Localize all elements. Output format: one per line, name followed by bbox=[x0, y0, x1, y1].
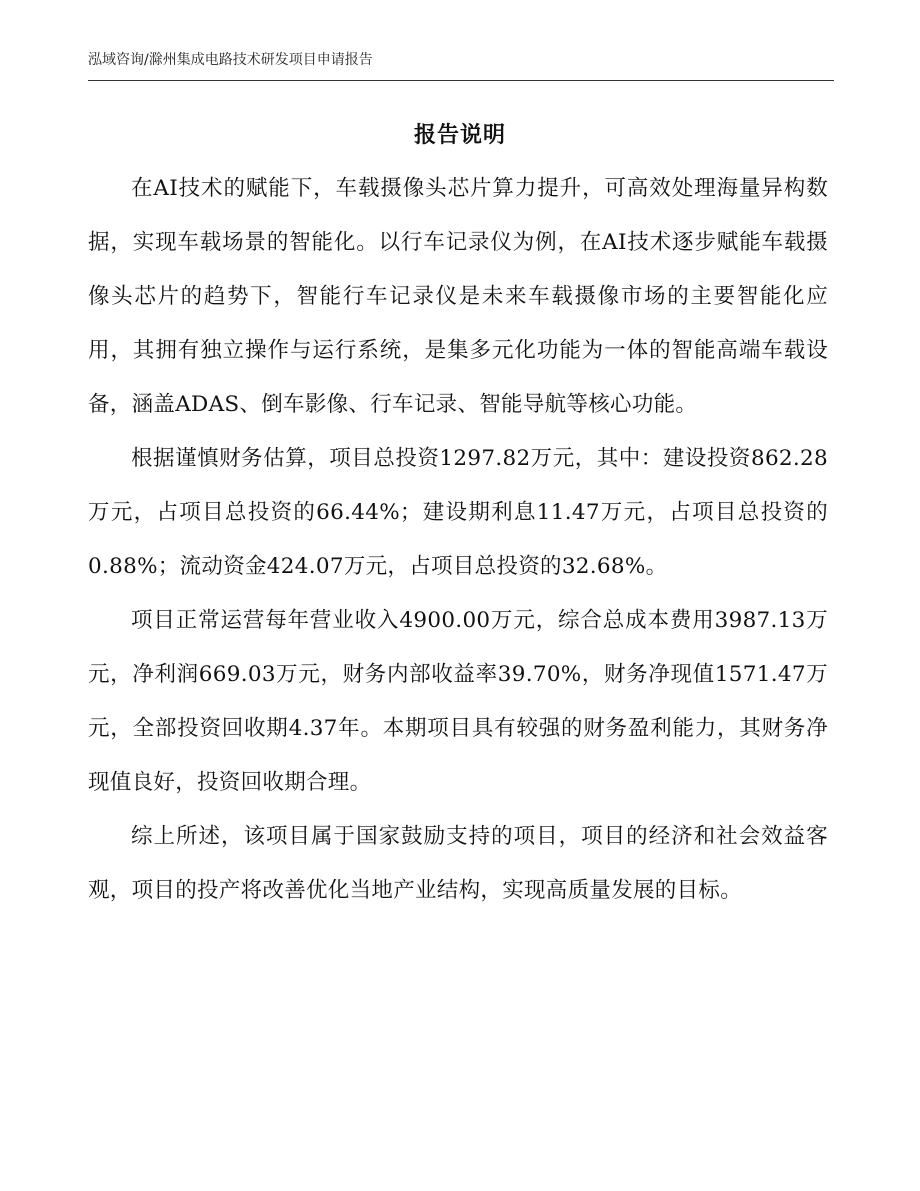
page-header: 泓域咨询/滁州集成电路技术研发项目申请报告 bbox=[88, 52, 373, 68]
document-body bbox=[88, 162, 828, 918]
paragraph-investment: 根据谨慎财务估算，项目总投资1297.82万元，其中：建设投资862.28万元，占项目总投资的66.44%；建设期利息11.47万元，占项目总投资的0.88%；流动资金424.07万元，占项目总投资的32.68%。 bbox=[88, 446, 828, 579]
paragraph-conclusion: 综上所述，该项目属于国家鼓励支持的项目，项目的经济和社会效益客观，项目的投产将改善优化当地产业结构，实现高质量发展的目标。 bbox=[88, 824, 828, 903]
paragraph-financials: 项目正常运营每年营业收入4900.00万元，综合总成本费用3987.13万元，净利润669.03万元，财务内部收益率39.70%，财务净现值1571.47万元，全部投资回收期4.37年。本期项目具有较强的财务盈利能力，其财务净现值良好，投资回收期合理。 bbox=[88, 608, 828, 795]
header-divider bbox=[88, 80, 834, 81]
paragraph-intro: 在AI技术的赋能下，车载摄像头芯片算力提升，可高效处理海量异构数据，实现车载场景的智能化。以行车记录仪为例，在AI技术逐步赋能车载摄像头芯片的趋势下，智能行车记录仪是未来车载摄像市场的主要智能化应用，其拥有独立操作与运行系统，是集多元化功能为一体的智能高端车载设备，涵盖ADAS、倒车影像、行车记录、智能导航等核心功能。 bbox=[88, 176, 828, 417]
document-title: 报告说明 bbox=[413, 123, 506, 148]
